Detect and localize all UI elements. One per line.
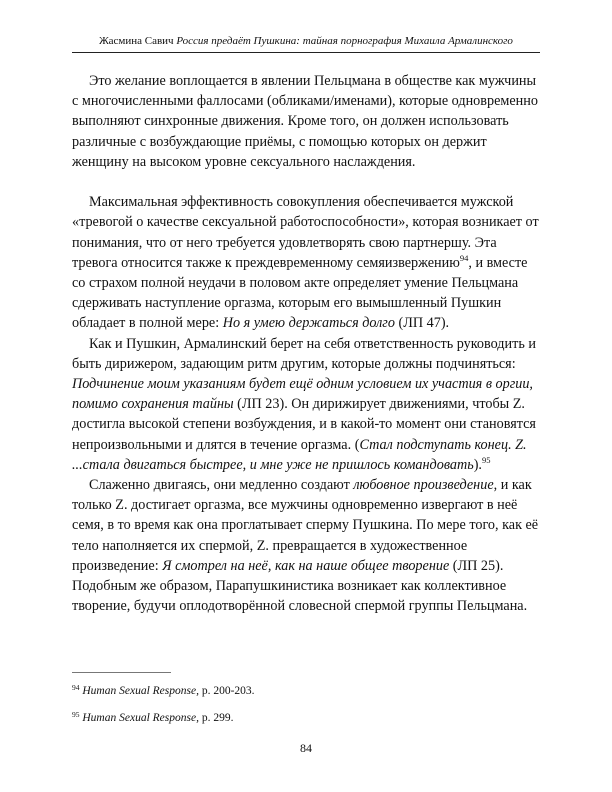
paragraph-4-term: любовное произведение xyxy=(353,477,494,494)
footnote-94 xyxy=(72,685,540,698)
paragraph-4-text-c: (ЛП 25). Подобным же образом, Парапушкинистика возникает как коллективное творение, будучи оплодотворённой словесной спермой группы Пельцмана. xyxy=(72,557,528,615)
paragraph-1-text: Это желание воплощается в явлении Пельцмана в обществе как мужчины с многочисленными фаллосами (обликами/именами), которые одновременно выполняют синхронные движения. Кроме того, он должен использовать различные с возбуждающие приёмы, с помощью которых он держит женщину на высоком уровне сексуального наслаждения. xyxy=(72,73,538,170)
paragraph-3-text-a: Как и Пушкин, Армалинский берет на себя ответственность руководить и быть дирижером, задающим ритм другим, которые должны подчиняться: xyxy=(72,335,536,372)
footnote-95-number: 95 xyxy=(72,710,80,719)
header-book-title: Россия предаёт Пушкина: тайная порнография Михаила Армалинского xyxy=(176,35,513,47)
paragraph-3 xyxy=(72,334,540,475)
paragraph-2-text-c: (ЛП 47). xyxy=(394,315,450,332)
paragraph-3-quote-2: Стал подступать конец. Z. ...стала двигаться быстрее, и мне уже не пришлось командовать xyxy=(72,436,527,473)
running-header xyxy=(72,35,540,48)
footnote-ref-94[interactable]: 94 xyxy=(459,252,469,263)
body-text xyxy=(72,71,540,616)
paragraph-3-quote-1: Подчинение моим указаниям будет ещё одним условием их участия в оргии, помимо сохранения тайны xyxy=(72,376,533,413)
paragraph-3-text-c: ). xyxy=(473,456,482,473)
footnote-94-pages: p. 200-203. xyxy=(198,685,255,697)
footnote-95 xyxy=(72,712,540,725)
paragraph-2-text-b: , и вместе со страхом полной неудачи в половом акте определяет умение Пельцмана сдерживать наступление оргазма, которым его вымышленный Пушкин обладает в полной мере: xyxy=(72,254,528,332)
header-rule xyxy=(72,52,540,53)
page-number: 84 xyxy=(300,741,312,755)
paragraph-4 xyxy=(72,475,540,616)
paragraph-1 xyxy=(72,71,540,172)
footnote-95-pages: p. 299. xyxy=(198,712,234,724)
paragraph-2-quote: Но я умею держаться долго xyxy=(222,315,395,332)
paragraph-4-text-a: Слаженно двигаясь, они медленно создают xyxy=(89,477,354,494)
footnote-94-number: 94 xyxy=(72,683,80,692)
paragraph-4-text-b: , и как только Z. достигает оргазма, все мужчины одновременно извергают в неё семя, в то время как она проглатывает сперму Пушкина. По мере того, как её тело наполняется их спермой, Z. превращается в художественное произведение: xyxy=(72,477,539,574)
header-author: Жасмина Савич xyxy=(99,35,174,47)
paragraph-3-text-b: (ЛП 23). Он дирижирует движениями, чтобы Z. достигла высокой степени возбуждения, и в какой-то момент они становятся непроизвольными и длятся в течение оргазма. ( xyxy=(72,396,536,453)
footnote-separator xyxy=(72,672,171,673)
footnote-ref-95[interactable]: 95 xyxy=(481,454,491,465)
paragraph-4-quote: Я смотрел на неё, как на наше общее творение xyxy=(162,557,450,574)
footnote-94-source: Human Sexual Response, xyxy=(82,685,199,697)
paragraph-2 xyxy=(72,192,540,333)
footnote-95-source: Human Sexual Response, xyxy=(82,712,199,724)
paragraph-2-text-a: Максимальная эффективность совокупления обеспечивается мужской «тревогой о качестве сексуальной работоспособности», которая возникает от понимания, что от него требуется удовлетворять свою партнершу. Эта тревога относится также к преждевременному семяизвержению xyxy=(72,194,539,271)
